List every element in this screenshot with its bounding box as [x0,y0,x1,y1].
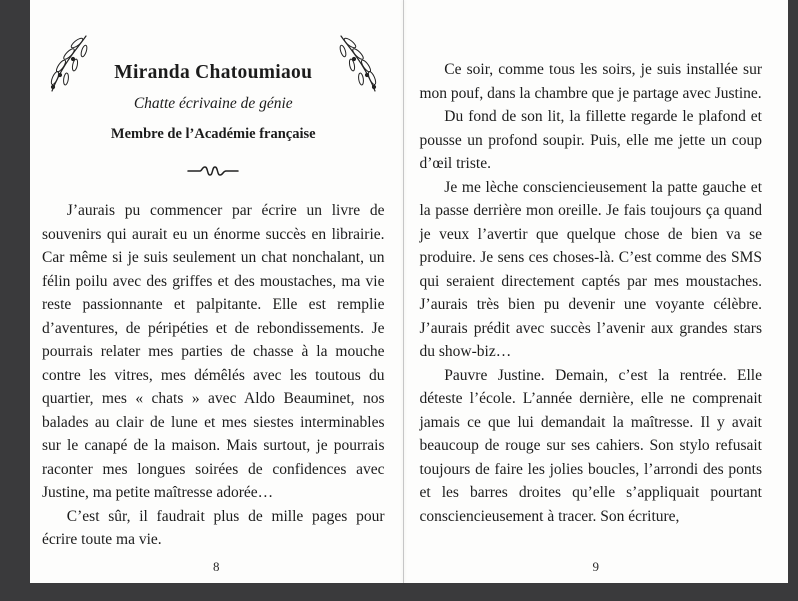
body-paragraph: C’est sûr, il faudrait plus de mille pages pour écrire toute ma vie. [42,507,385,548]
body-paragraph: Ce soir, comme tous les soirs, je suis installée sur mon pouf, dans la chambre que je partage avec Justine. [419,61,762,102]
body-paragraph: Du fond de son lit, la fillette regarde le plafond et pousse un profond soupir. Puis, elle me jette un coup d’œil triste. [419,108,762,172]
page-number-left: 8 [213,559,220,574]
body-paragraph: J’aurais pu commencer par écrire un livre de souvenirs qui aurait eu un énorme succès en librairie. Car même si je suis seulement un chat nonchalant, un félin poilu avec des griffes et des moustaches, ma vie reste passionnante et palpitante. Elle est remplie d’aventures, de péripéties et de rebondissements. Je pourrais relater mes parties de chasse à la mouche contre les vitres, mes démêlés avec les toutous du quartier, mes « chats » avec Aldo Beauminet, nos balades au clair de lune et mes siestes interminables sur le canapé de la maison. Mais surtout, je pourrais raconter mes longues soirées de confidences avec Justine, ma petite maîtresse adorée… [42,202,385,501]
page-right [404,0,789,583]
left-page-text [42,199,385,552]
chapter-header [42,0,385,143]
body-paragraph: Je me lèche consciencieusement la patte gauche et la passe derrière mon oreille. Je fais toujours ça quand je veux l’avertir que quelque chose de bien va se produire. Je sens ces choses-là. C’est comme des SMS qui seraient directement captés par mes moustaches. J’aurais très bien pu devenir une voyante célèbre. J’aurais prédit avec succès l’avenir aux grandes stars du show-biz… [419,178,762,360]
right-page-text [420,58,763,528]
chapter-title: Miranda Chatoumiaou [114,62,313,83]
book-spread [30,0,788,583]
page-number-right: 9 [592,559,599,574]
chapter-subtitle: Chatte écrivaine de génie [133,95,293,112]
laurel-branch-right-icon [337,32,383,101]
chapter-membership: Membre de l’Académie française [110,126,316,142]
squiggle-divider-icon [186,163,240,184]
laurel-branch-left-icon [44,32,90,101]
page-left [30,0,403,583]
body-paragraph: Pauvre Justine. Demain, c’est la rentrée. Elle déteste l’école. L’année dernière, elle ne comprenait jamais ce que lui demandait la maîtresse. Il y avait beaucoup de rouge sur ses cahiers. Son stylo refusait toujours de faire les jolies boucles, l’arrondi des ponts et les barres droites qu’elle s’appliquait pourtant consciencieusement à tracer. Son écriture, [419,366,762,525]
